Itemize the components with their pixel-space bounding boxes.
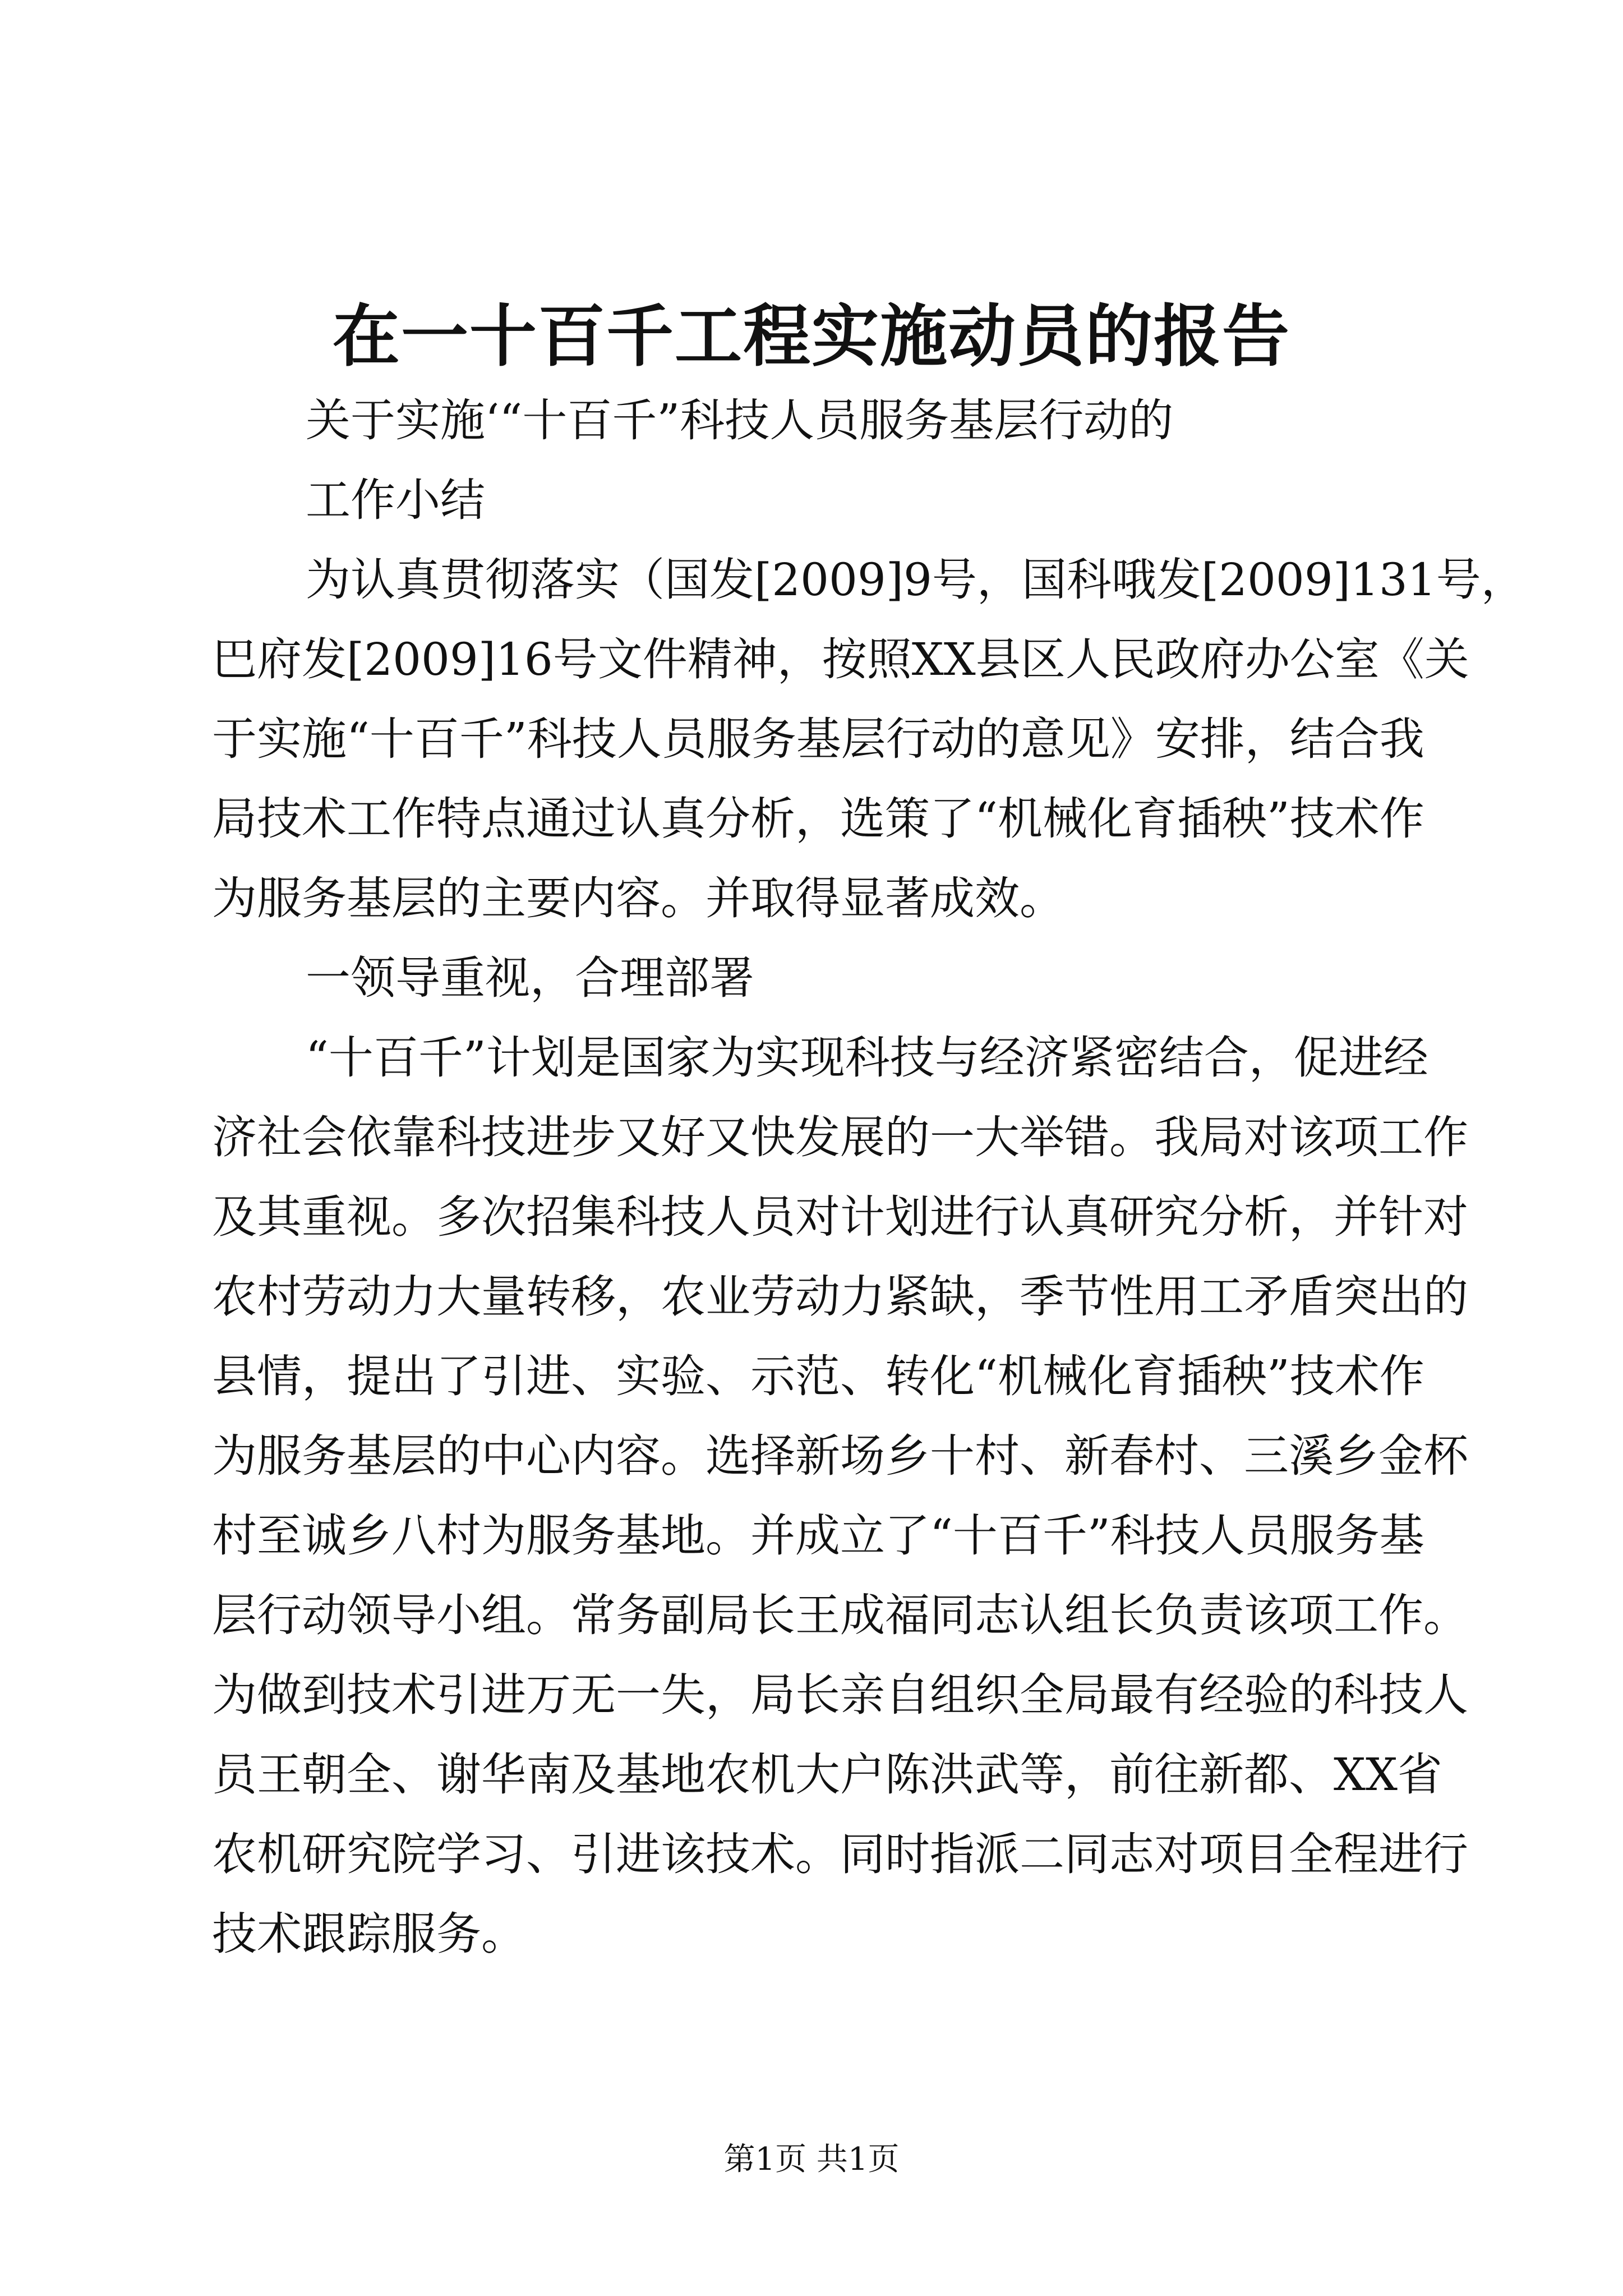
document-title: 在一十百千工程实施动员的报告: [333, 297, 1290, 376]
paragraph-1-line-4: 局技术工作特点通过认真分析，选策了“机械化育插秧”技术作: [212, 793, 1424, 845]
paragraph-2-line-9: 为做到技术引进万无一失，局长亲自组织全局最有经验的科技人: [212, 1669, 1468, 1721]
paragraph-2-line-5: 县情，提出了引进、实验、示范、转化“机械化育插秧”技术作: [212, 1350, 1424, 1402]
section-heading: 一领导重视，合理部署: [306, 952, 754, 1004]
paragraph-1-line-3: 于实施“十百千”科技人员服务基层行动的意见》安排，结合我: [212, 713, 1424, 765]
paragraph-2-line-2: 济社会依靠科技进步又好又快发展的一大举错。我局对该项工作: [212, 1111, 1468, 1163]
subtitle-line-1: 关于实施‘“十百千”科技人员服务基层行动的: [306, 394, 1174, 447]
page-footer: 第1页 共1页: [723, 2141, 900, 2178]
paragraph-2-line-10: 员王朝全、谢华南及基地农机大户陈洪武等，前往新都、XX省: [212, 1749, 1442, 1801]
paragraph-2-line-1: “十百千”计划是国家为实现科技与经济紧密结合，促进经: [306, 1032, 1428, 1084]
paragraph-2-line-12: 技术跟踪服务。: [212, 1908, 526, 1960]
paragraph-2-line-8: 层行动领导小组。常务副局长王成福同志认组长负责该项工作。: [212, 1589, 1468, 1641]
paragraph-2-line-11: 农机研究院学习、引进该技术。同时指派二同志对项目全程进行: [212, 1828, 1468, 1880]
paragraph-1-line-2: 巴府发[2009]16号文件精神，按照XX县区人民政府办公室《关: [212, 633, 1469, 685]
paragraph-1-line-1: 为认真贯彻落实（国发[2009]9号，国科哦发[2009]131号，: [306, 554, 1526, 606]
paragraph-1-line-5: 为服务基层的主要内容。并取得显著成效。: [212, 872, 1064, 924]
paragraph-2-line-4: 农村劳动力大量转移，农业劳动力紧缺，季节性用工矛盾突出的: [212, 1271, 1468, 1323]
paragraph-2-line-7: 村至诚乡八村为服务基地。并成立了“十百千”科技人员服务基: [212, 1510, 1424, 1562]
paragraph-2-line-6: 为服务基层的中心内容。选择新场乡十村、新春村、三溪乡金杯: [212, 1430, 1468, 1482]
subtitle-line-2: 工作小结: [306, 474, 485, 526]
paragraph-2-line-3: 及其重视。多次招集科技人员对计划进行认真研究分析，并针对: [212, 1191, 1468, 1243]
